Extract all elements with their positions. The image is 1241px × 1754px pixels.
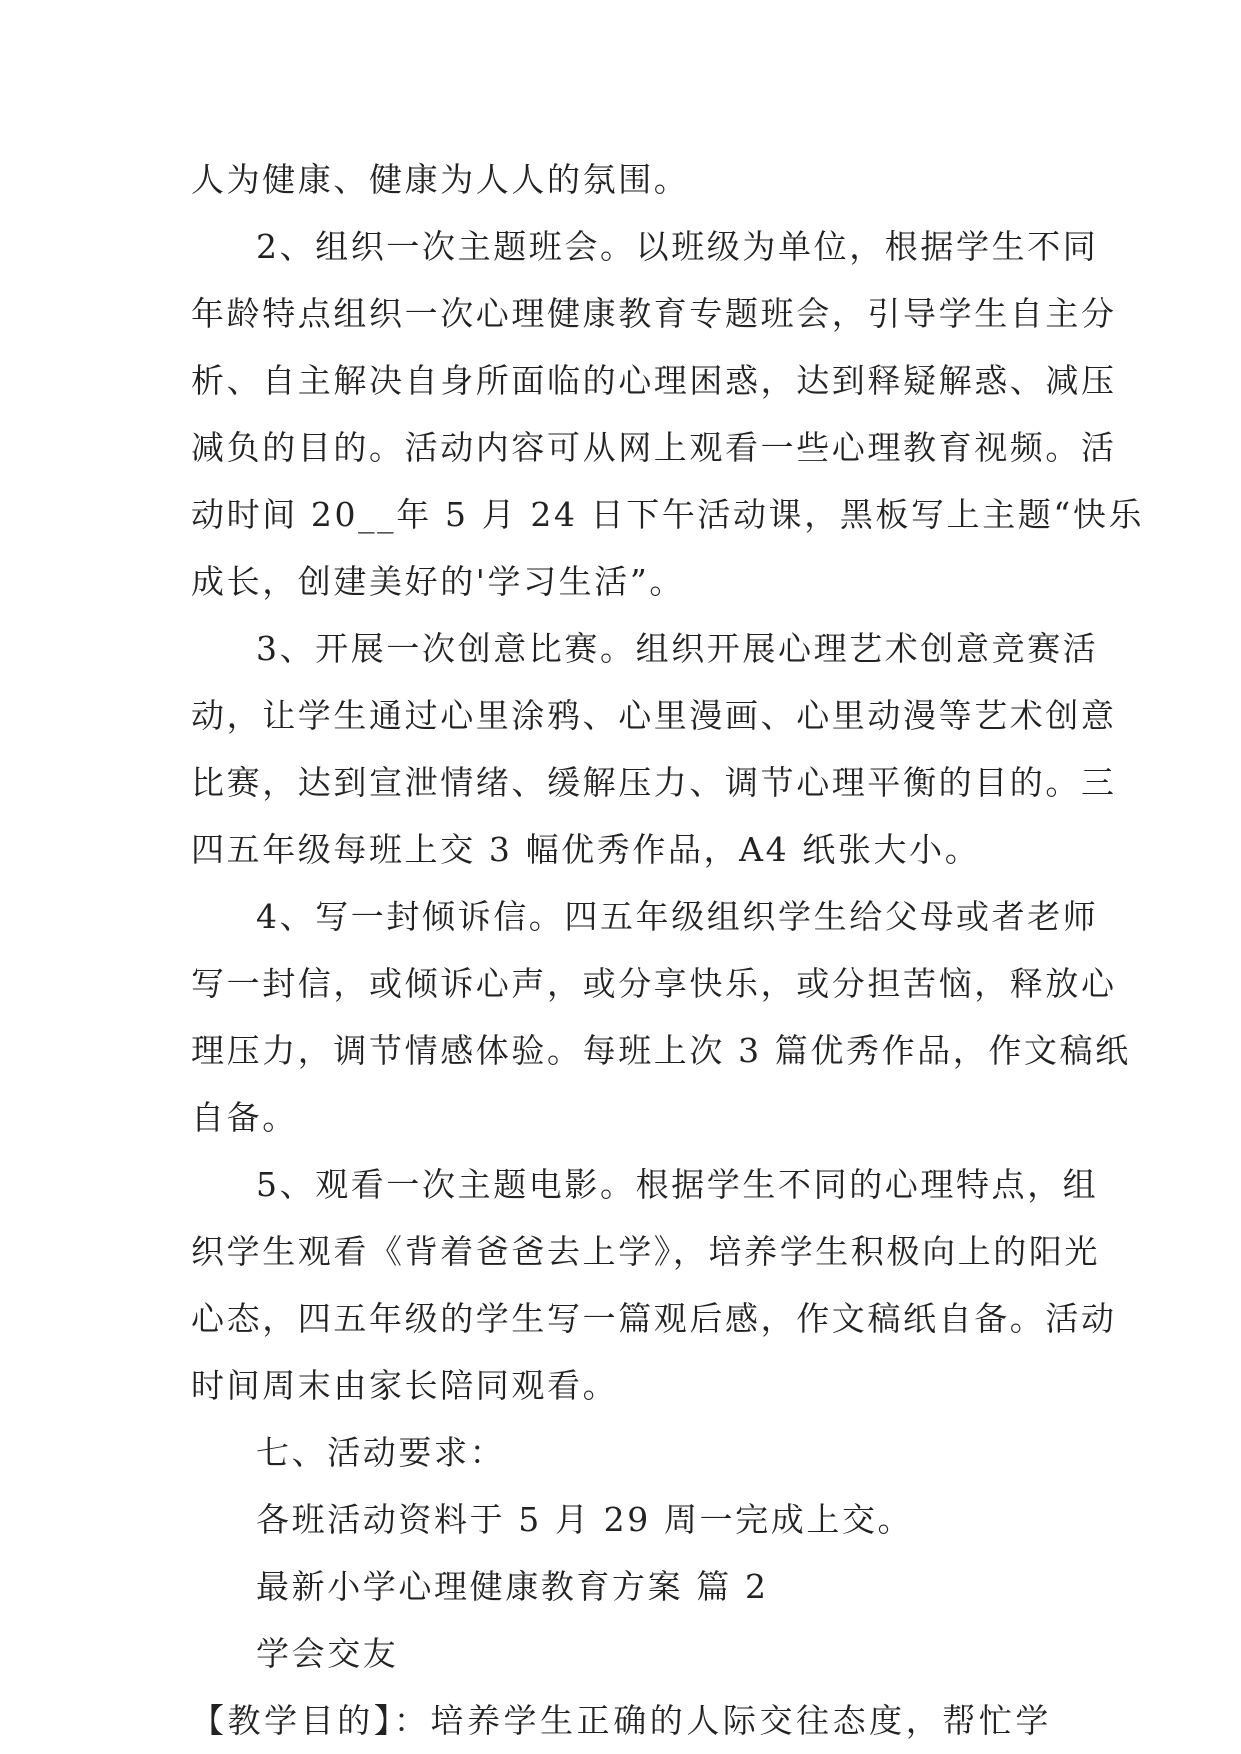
text-line: 5、观看一次主题电影。根据学生不同的心理特点，组 [256, 1165, 1099, 1204]
text-line: 比赛，达到宣泄情绪、缓解压力、调节心理平衡的目的。三 [191, 763, 1117, 802]
text-line: 2、组织一次主题班会。以班级为单位，根据学生不同 [256, 227, 1099, 266]
lesson-title: 学会交友 [256, 1634, 399, 1673]
text-line: 四五年级每班上交 3 幅优秀作品，A4 纸张大小。 [191, 830, 981, 869]
text-line: 动时间 20__年 5 月 24 日下午活动课，黑板写上主题“快乐 [191, 495, 1145, 534]
section-title: 最新小学心理健康教育方案 篇 2 [256, 1567, 769, 1606]
text-line: 织学生观看《背着爸爸去上学》，培养学生积极向上的阳光 [191, 1232, 1101, 1271]
text-line: 4、写一封倾诉信。四五年级组织学生给父母或者老师 [256, 897, 1099, 936]
text-line: 成长，创建美好的'学习生活”。 [191, 562, 685, 601]
text-line: 理压力，调节情感体验。每班上次 3 篇优秀作品，作文稿纸 [191, 1031, 1131, 1070]
text-line: 自备。 [191, 1098, 298, 1137]
text-line: 【教学目的】：培养学生正确的人际交往态度，帮忙学 [191, 1701, 1051, 1740]
text-line: 人为健康、健康为人人的氛围。 [191, 160, 690, 199]
text-line: 析、自主解决自身所面临的心理困惑，达到释疑解惑、减压 [191, 361, 1117, 400]
text-line: 减负的目的。活动内容可从网上观看一些心理教育视频。活 [191, 428, 1117, 467]
text-line: 写一封信，或倾诉心声，或分享快乐，或分担苦恼，释放心 [191, 964, 1117, 1003]
text-line: 时间周末由家长陪同观看。 [191, 1366, 619, 1405]
text-line: 3、开展一次创意比赛。组织开展心理艺术创意竞赛活 [256, 629, 1099, 668]
section-heading: 七、活动要求： [256, 1433, 506, 1472]
text-line: 年龄特点组织一次心理健康教育专题班会，引导学生自主分 [191, 294, 1117, 333]
text-line: 动，让学生通过心里涂鸦、心里漫画、心里动漫等艺术创意 [191, 696, 1117, 735]
text-line: 心态，四五年级的学生写一篇观后感，作文稿纸自备。活动 [191, 1299, 1117, 1338]
text-line: 各班活动资料于 5 月 29 周一完成上交。 [256, 1500, 914, 1539]
